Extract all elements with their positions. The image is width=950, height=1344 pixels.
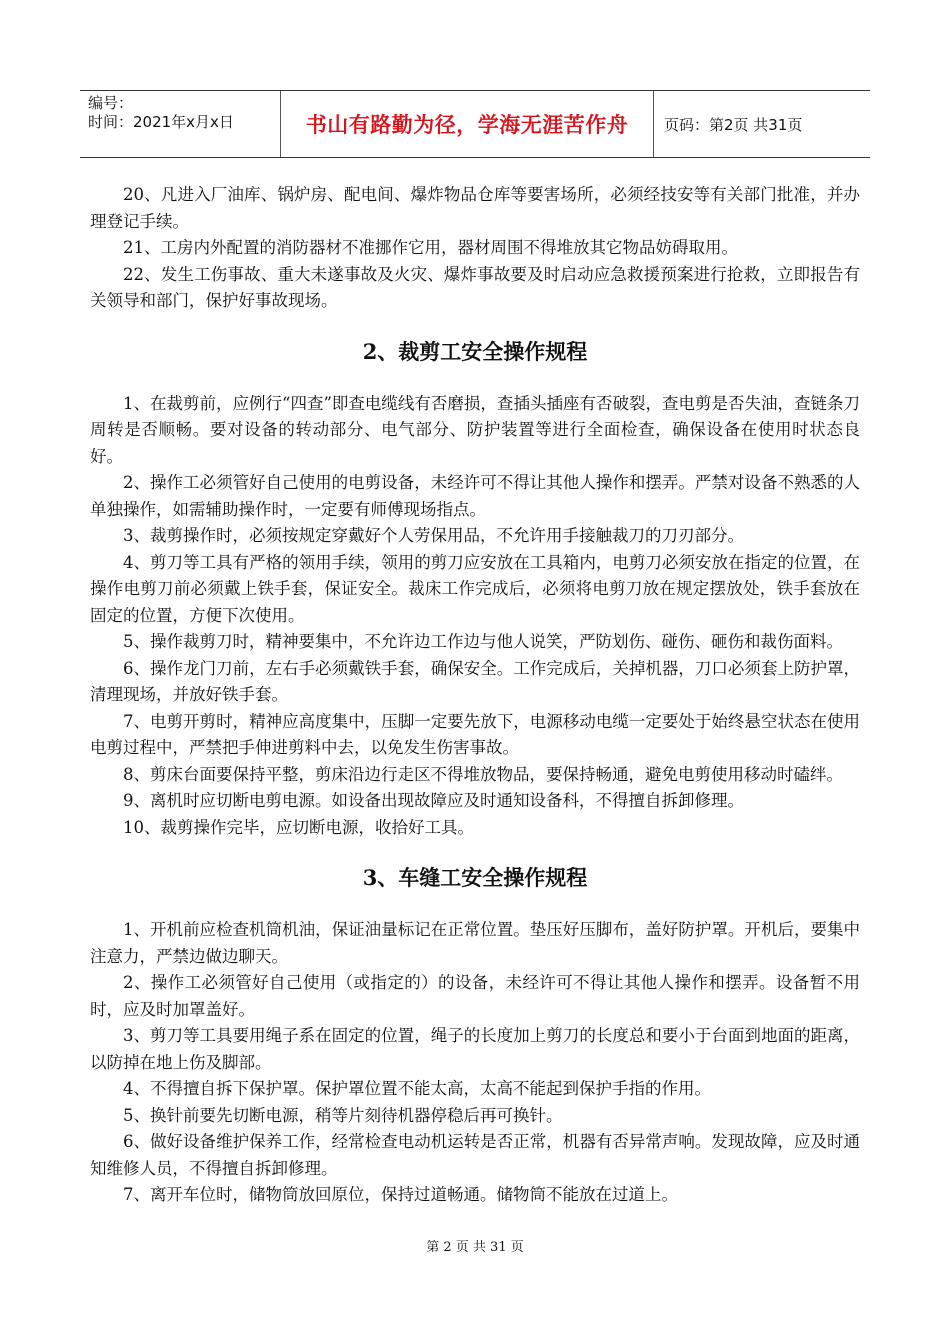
page-header (80, 90, 870, 158)
section-heading: 3、车缝工安全操作规程 (362, 865, 588, 890)
paragraph: 3、剪刀等工具要用绳子系在固定的位置，绳子的长度加上剪刀的长度总和要小于台面到地面的距离，以防掉在地上伤及脚部。 (90, 1026, 860, 1072)
paragraph: 7、电剪开剪时，精神应高度集中，压脚一定要先放下，电源移动电缆一定要处于始终悬空状态在使用电剪过程中，严禁把手伸进剪料中去，以免发生伤害事故。 (90, 711, 860, 757)
document-number-label: 编号： (88, 94, 134, 112)
paragraph: 20、凡进入厂油库、锅炉房、配电间、爆炸物品仓库等要害场所，必须经技安等有关部门批准，并办理登记手续。 (90, 185, 860, 231)
paragraph: 10、裁剪操作完毕，应切断电源，收拾好工具。 (123, 817, 474, 837)
header-page-info: 页码：第2页 共31页 (664, 115, 803, 134)
header-motto-cell (280, 91, 654, 157)
paragraph: 1、在裁剪前，应例行“四查”即查电缆线有否磨损，查插头插座有否破裂，查电剪是否失油，查链条刀周转是否顺畅。要对设备的转动部分、电气部分、防护装置等进行全面检查，确保设备在使用时状态良好。 (90, 393, 860, 466)
paragraph: 2、操作工必须管好自己使用（或指定的）的设备，未经许可不得让其他人操作和摆弄。设备暂不用时，应及时加罩盖好。 (90, 973, 860, 1019)
paragraph: 6、操作龙门刀前，左右手必须戴铁手套，确保安全。工作完成后，关掉机器，刀口必须套上防护罩，清理现场，并放好铁手套。 (90, 658, 860, 704)
document-time: 时间：2021年x月x日 (88, 113, 234, 131)
paragraph: 1、开机前应检查机筒机油，保证油量标记在正常位置。垫压好压脚布，盖好防护罩。开机后，要集中注意力，严禁边做边聊天。 (90, 920, 860, 966)
paragraph: 9、离机时应切断电剪电源。如设备出现故障应及时通知设备科，不得擅自拆卸修理。 (123, 791, 744, 810)
page-footer: 第 2 页 共 31 页 (426, 1240, 524, 1255)
paragraph: 22、发生工伤事故、重大未遂事故及火灾、爆炸事故要及时启动应急救援预案进行抢救，立即报告有关领导和部门，保护好事故现场。 (90, 264, 860, 310)
paragraph: 4、剪刀等工具有严格的领用手续，领用的剪刀应安放在工具箱内，电剪刀必须安放在指定的位置，在操作电剪刀前必须戴上铁手套，保证安全。裁床工作完成后，必须将电剪刀放在规定摆放处，铁手套放在固定的位置，方便下次使用。 (90, 552, 860, 625)
header-meta (80, 91, 280, 157)
document-body (90, 182, 860, 1209)
paragraph: 21、工房内外配置的消防器材不准挪作它用，器材周围不得堆放其它物品妨碍取用。 (123, 238, 738, 257)
paragraph: 4、不得擅自拆下保护罩。保护罩位置不能太高，太高不能起到保护手指的作用。 (123, 1079, 711, 1098)
paragraph: 7、离开车位时，储物筒放回原位，保持过道畅通。储物筒不能放在过道上。 (123, 1185, 678, 1204)
paragraph: 8、剪床台面要保持平整，剪床沿边行走区不得堆放物品，要保持畅通，避免电剪使用移动时磕绊。 (123, 764, 843, 784)
section-heading: 2、裁剪工安全操作规程 (362, 338, 588, 364)
paragraph: 6、做好设备维护保养工作，经常检查电动机运转是否正常，机器有否异常声响。发现故障，应及时通知维修人员，不得擅自拆卸修理。 (90, 1132, 860, 1178)
paragraph: 5、操作裁剪刀时，精神要集中，不允许边工作边与他人说笑，严防划伤、碰伤、砸伤和裁伤面料。 (123, 632, 843, 651)
paragraph: 3、裁剪操作时，必须按规定穿戴好个人劳保用品，不允许用手接触裁刀的刀刃部分。 (123, 526, 744, 545)
header-motto: 书山有路勤为径，学海无涯苦作舟 (305, 113, 629, 137)
paragraph: 2、操作工必须管好自己使用的电剪设备，未经许可不得让其他人操作和摆弄。严禁对设备不熟悉的人单独操作，如需辅助操作时，一定要有师傅现场指点。 (90, 473, 860, 519)
paragraph: 5、换针前要先切断电源，稍等片刻待机器停稳后再可换针。 (123, 1105, 563, 1125)
